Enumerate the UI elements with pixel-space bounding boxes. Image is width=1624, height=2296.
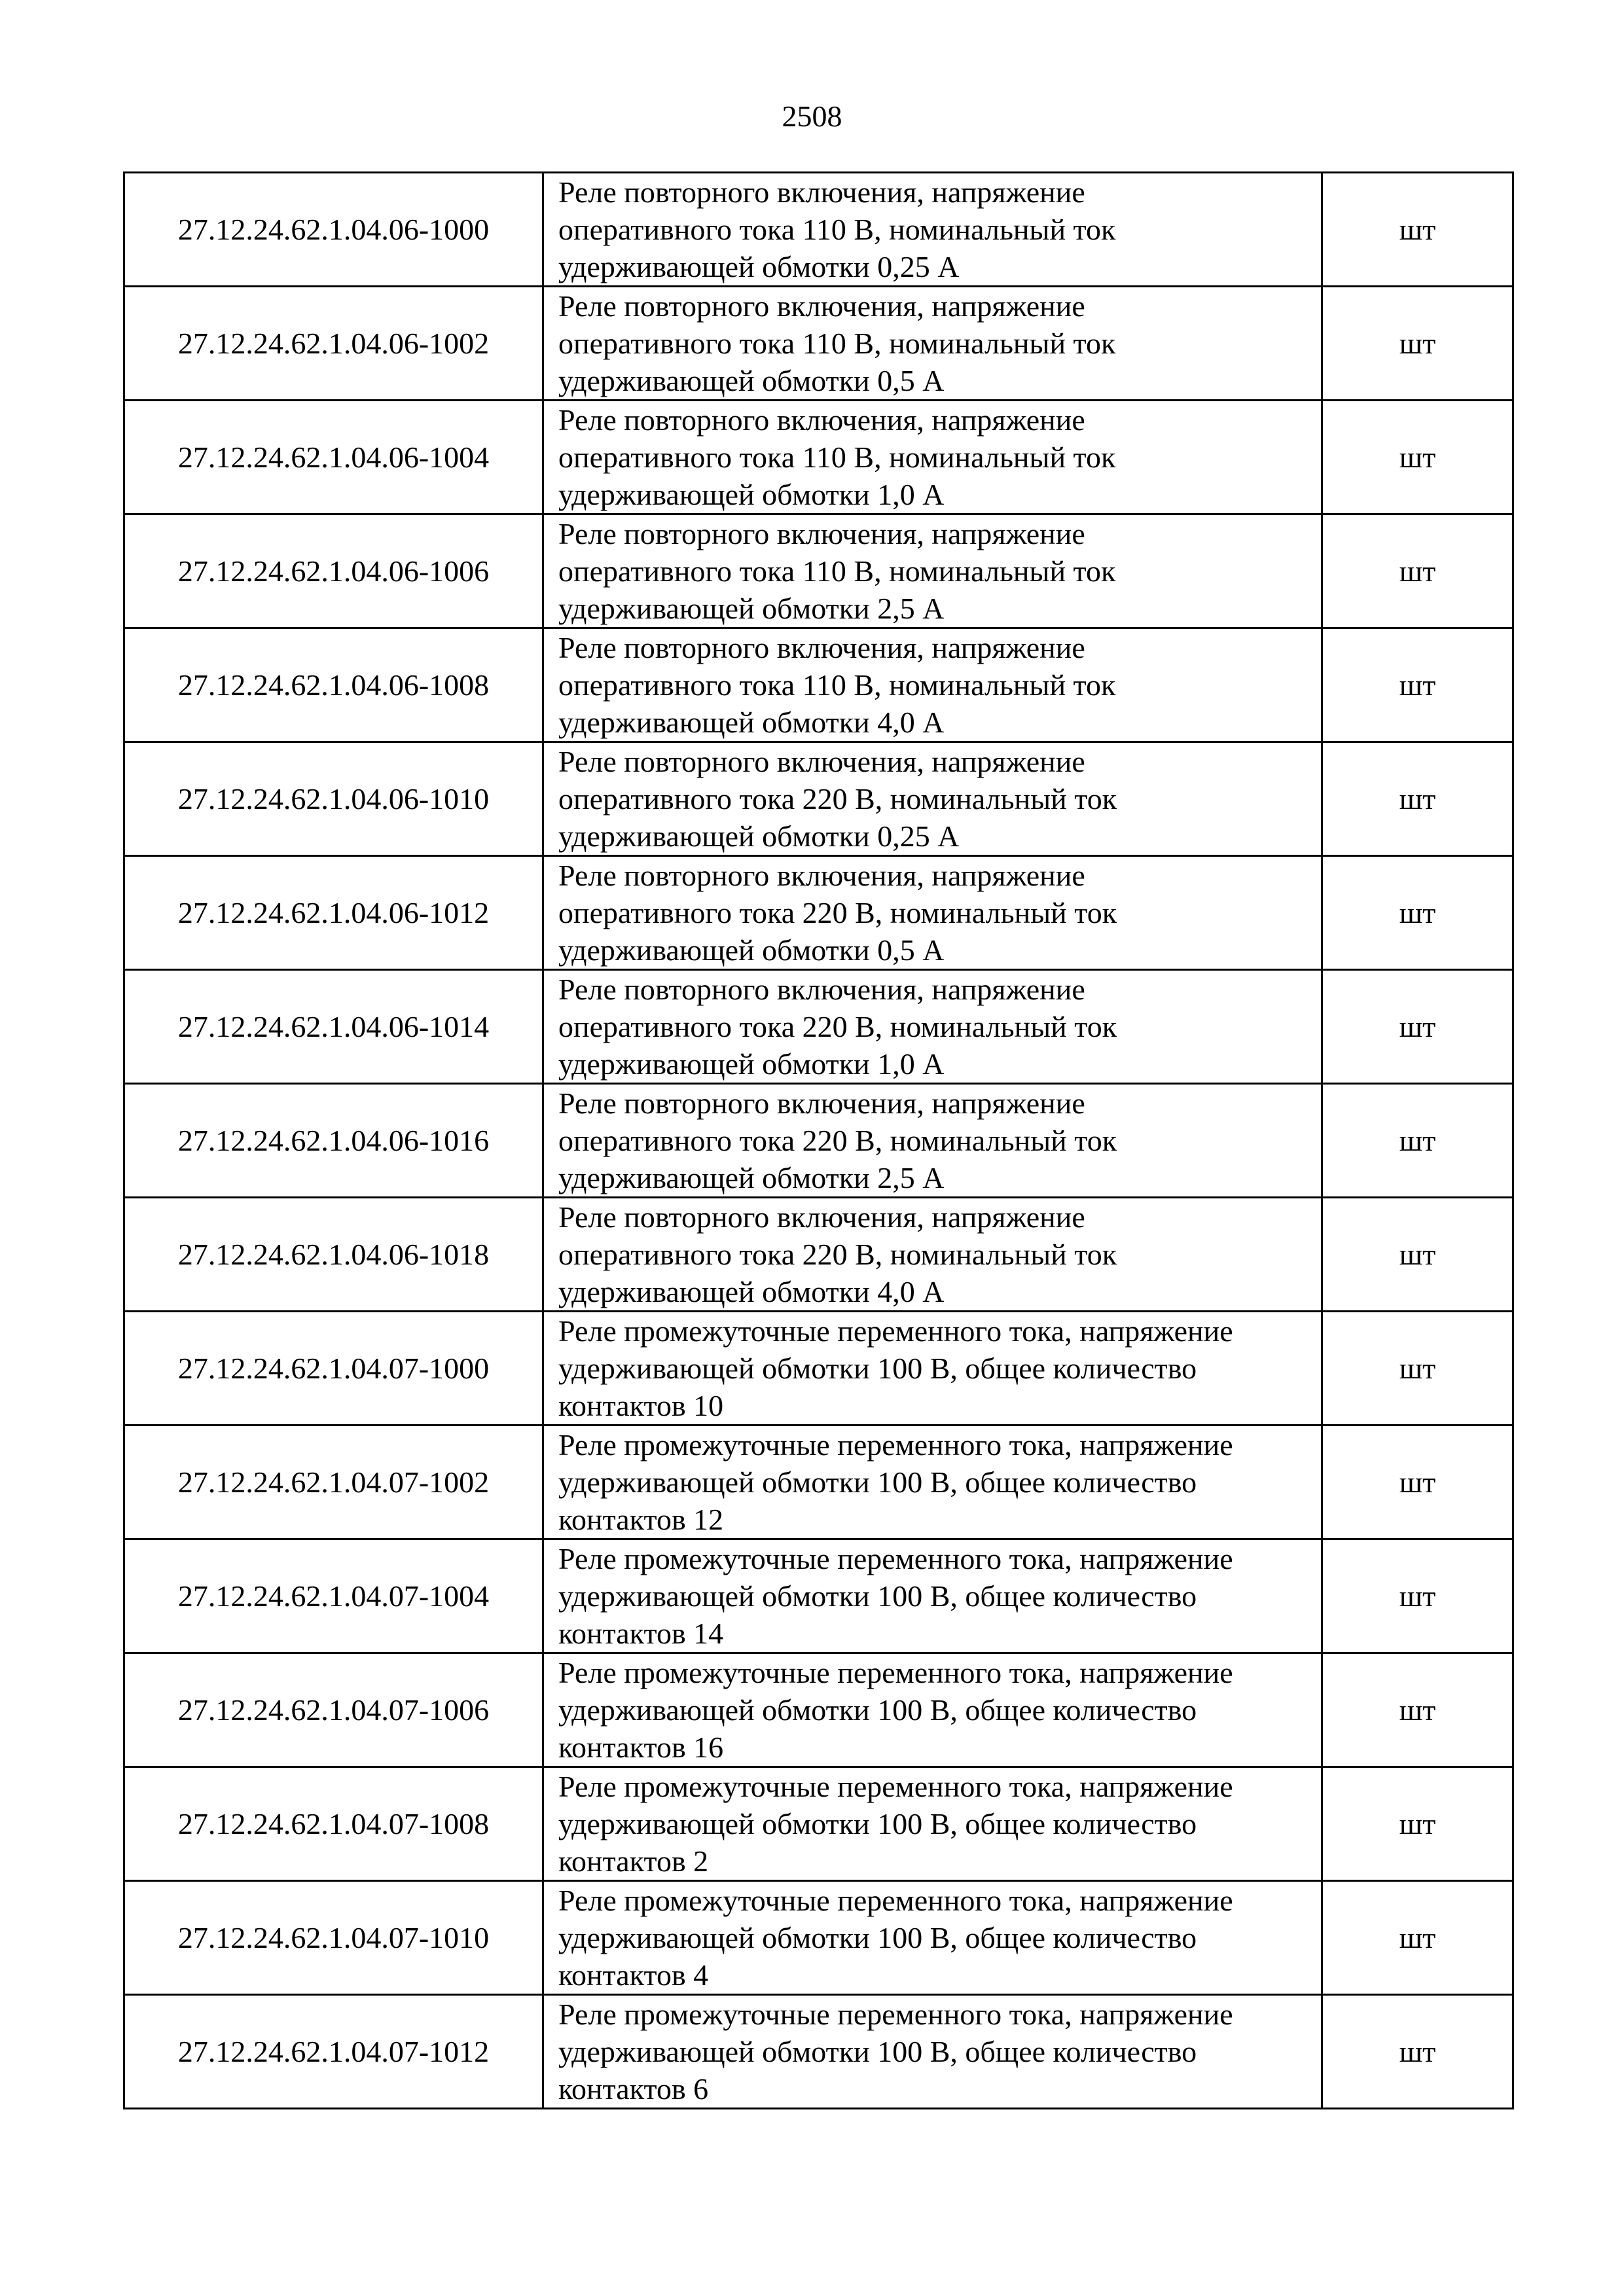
table-row [124, 1198, 1513, 1312]
resource-code: 27.12.24.62.1.04.06-1008 [124, 628, 543, 742]
resource-code: 27.12.24.62.1.04.07-1006 [124, 1653, 543, 1767]
table-row [124, 856, 1513, 970]
table-row [124, 1881, 1513, 1995]
table-row [124, 628, 1513, 742]
description-line: удерживающей обмотки 4,0 А [558, 706, 945, 739]
description-line: Реле повторного включения, напряжение [558, 1086, 1085, 1120]
resource-description [543, 1881, 1322, 1995]
resource-description [543, 1312, 1322, 1426]
description-line: Реле промежуточные переменного тока, напряжение [558, 1998, 1233, 2031]
description-line: оперативного тока 110 В, номинальный ток [558, 440, 1116, 474]
resource-description [543, 173, 1322, 287]
description-line: удерживающей обмотки 100 В, общее количество [558, 1921, 1197, 1954]
description-line: Реле повторного включения, напряжение [558, 859, 1085, 892]
table-row [124, 1426, 1513, 1539]
resource-code: 27.12.24.62.1.04.06-1000 [124, 173, 543, 287]
description-line: Реле повторного включения, напряжение [558, 289, 1085, 323]
description-line: контактов 4 [558, 1958, 709, 1992]
description-line: удерживающей обмотки 2,5 А [558, 1161, 945, 1194]
resource-description [543, 1084, 1322, 1198]
resource-description [543, 514, 1322, 628]
description-line: оперативного тока 220 В, номинальный ток [558, 1124, 1117, 1157]
description-line: оперативного тока 110 В, номинальный ток [558, 213, 1116, 246]
resource-code: 27.12.24.62.1.04.06-1014 [124, 970, 543, 1084]
description-line: удерживающей обмотки 100 В, общее количество [558, 1352, 1197, 1385]
table-row [124, 1995, 1513, 2109]
resource-code: 27.12.24.62.1.04.07-1000 [124, 1312, 543, 1426]
description-line: удерживающей обмотки 100 В, общее количество [558, 1579, 1197, 1613]
description-line: Реле повторного включения, напряжение [558, 973, 1085, 1006]
resource-code: 27.12.24.62.1.04.06-1010 [124, 742, 543, 856]
description-line: Реле промежуточные переменного тока, напряжение [558, 1884, 1233, 1917]
resource-code: 27.12.24.62.1.04.07-1004 [124, 1539, 543, 1653]
resource-code: 27.12.24.62.1.04.07-1012 [124, 1995, 543, 2109]
resource-description [543, 856, 1322, 970]
description-line: Реле повторного включения, напряжение [558, 175, 1085, 209]
resource-description [543, 742, 1322, 856]
description-line: удерживающей обмотки 0,25 А [558, 250, 960, 283]
catalog-table [123, 171, 1514, 2109]
unit-of-measure: шт [1322, 514, 1513, 628]
resource-description [543, 1426, 1322, 1539]
description-line: Реле промежуточные переменного тока, напряжение [558, 1542, 1233, 1575]
resource-code: 27.12.24.62.1.04.06-1006 [124, 514, 543, 628]
description-line: контактов 14 [558, 1617, 724, 1650]
resource-code: 27.12.24.62.1.04.07-1002 [124, 1426, 543, 1539]
table-row [124, 742, 1513, 856]
description-line: оперативного тока 110 В, номинальный ток [558, 554, 1116, 588]
description-line: Реле повторного включения, напряжение [558, 745, 1085, 778]
resource-code: 27.12.24.62.1.04.07-1008 [124, 1767, 543, 1881]
description-line: контактов 10 [558, 1389, 724, 1422]
description-line: Реле повторного включения, напряжение [558, 403, 1085, 437]
resource-description [543, 1539, 1322, 1653]
unit-of-measure: шт [1322, 1084, 1513, 1198]
unit-of-measure: шт [1322, 628, 1513, 742]
resource-code: 27.12.24.62.1.04.06-1018 [124, 1198, 543, 1312]
unit-of-measure: шт [1322, 287, 1513, 401]
resource-code: 27.12.24.62.1.04.07-1010 [124, 1881, 543, 1995]
unit-of-measure: шт [1322, 1995, 1513, 2109]
resource-description [543, 287, 1322, 401]
description-line: удерживающей обмотки 2,5 А [558, 592, 945, 625]
resource-description [543, 401, 1322, 514]
resource-code: 27.12.24.62.1.04.06-1012 [124, 856, 543, 970]
unit-of-measure: шт [1322, 401, 1513, 514]
resource-description [543, 1653, 1322, 1767]
description-line: контактов 12 [558, 1503, 724, 1536]
description-line: контактов 2 [558, 1844, 709, 1878]
unit-of-measure: шт [1322, 1539, 1513, 1653]
description-line: контактов 16 [558, 1731, 724, 1764]
description-line: оперативного тока 220 В, номинальный ток [558, 896, 1117, 929]
unit-of-measure: шт [1322, 856, 1513, 970]
unit-of-measure: шт [1322, 1767, 1513, 1881]
description-line: удерживающей обмотки 0,25 А [558, 819, 960, 853]
unit-of-measure: шт [1322, 970, 1513, 1084]
table-row [124, 1084, 1513, 1198]
unit-of-measure: шт [1322, 1312, 1513, 1426]
unit-of-measure: шт [1322, 1881, 1513, 1995]
description-line: удерживающей обмотки 1,0 А [558, 478, 945, 511]
description-line: удерживающей обмотки 0,5 А [558, 933, 945, 967]
description-line: Реле промежуточные переменного тока, напряжение [558, 1314, 1233, 1348]
resource-description [543, 1767, 1322, 1881]
resource-code: 27.12.24.62.1.04.06-1004 [124, 401, 543, 514]
description-line: оперативного тока 220 В, номинальный ток [558, 782, 1117, 816]
description-line: Реле повторного включения, напряжение [558, 517, 1085, 550]
resource-description [543, 970, 1322, 1084]
resource-code: 27.12.24.62.1.04.06-1016 [124, 1084, 543, 1198]
table-row [124, 970, 1513, 1084]
unit-of-measure: шт [1322, 1198, 1513, 1312]
table-row [124, 401, 1513, 514]
description-line: удерживающей обмотки 100 В, общее количество [558, 2035, 1197, 2068]
description-line: удерживающей обмотки 1,0 А [558, 1047, 945, 1081]
description-line: оперативного тока 110 В, номинальный ток [558, 327, 1116, 360]
description-line: Реле повторного включения, напряжение [558, 631, 1085, 664]
description-line: удерживающей обмотки 100 В, общее количество [558, 1693, 1197, 1727]
resource-description [543, 1198, 1322, 1312]
description-line: Реле промежуточные переменного тока, напряжение [558, 1428, 1233, 1462]
description-line: удерживающей обмотки 100 В, общее количество [558, 1465, 1197, 1499]
table-row [124, 287, 1513, 401]
unit-of-measure: шт [1322, 1653, 1513, 1767]
table-row [124, 1312, 1513, 1426]
description-line: Реле повторного включения, напряжение [558, 1200, 1085, 1234]
table-row [124, 514, 1513, 628]
table-row [124, 173, 1513, 287]
description-line: оперативного тока 220 В, номинальный ток [558, 1238, 1117, 1271]
table-row [124, 1767, 1513, 1881]
description-line: контактов 6 [558, 2072, 709, 2106]
resource-code: 27.12.24.62.1.04.06-1002 [124, 287, 543, 401]
description-line: Реле промежуточные переменного тока, напряжение [558, 1656, 1233, 1689]
page-number: 2508 [782, 99, 842, 133]
table-row [124, 1653, 1513, 1767]
resource-description [543, 628, 1322, 742]
description-line: оперативного тока 110 В, номинальный ток [558, 668, 1116, 702]
description-line: удерживающей обмотки 4,0 А [558, 1275, 945, 1308]
description-line: Реле промежуточные переменного тока, напряжение [558, 1770, 1233, 1803]
unit-of-measure: шт [1322, 173, 1513, 287]
description-line: удерживающей обмотки 100 В, общее количество [558, 1807, 1197, 1840]
description-line: оперативного тока 220 В, номинальный ток [558, 1010, 1117, 1043]
description-line: удерживающей обмотки 0,5 А [558, 364, 945, 397]
table-row [124, 1539, 1513, 1653]
resource-description [543, 1995, 1322, 2109]
unit-of-measure: шт [1322, 742, 1513, 856]
unit-of-measure: шт [1322, 1426, 1513, 1539]
